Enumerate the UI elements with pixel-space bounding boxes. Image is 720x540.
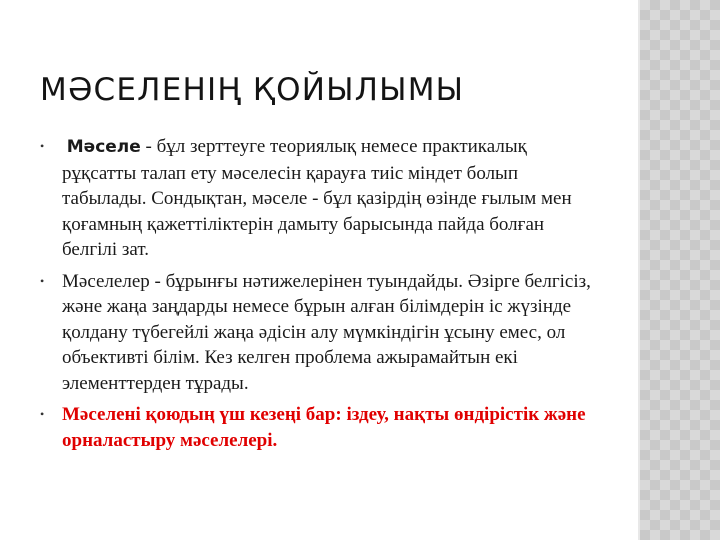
bullet-icon: • [40, 407, 45, 421]
bullet-text: - бұл зерттеуге теориялық немесе практикалық рұқсатты талап ету мәселесін қарауға тиіс міндет болып табылады. Сондықтан, мәселе - бұл қазірдің өзінде ғылым мен қоғамның қажеттіліктерін дамыту барысында пайда болған белгілі зат. [62, 136, 572, 260]
bullet-lead-term: Мәселе [66, 137, 141, 157]
bullet-icon: • [40, 273, 45, 288]
bullet-item-problem-origin [40, 269, 600, 397]
bullet-item-problem-definition [40, 134, 600, 263]
slide-title: МӘСЕЛЕНІҢ ҚОЙЫЛЫМЫ [40, 72, 465, 108]
bullet-icon: • [40, 139, 45, 153]
decorative-side-pattern [640, 0, 720, 540]
bullet-text: Мәселелер - бұрынғы нәтижелерінен туындайды. Әзірге белгісіз, және жаңа заңдарды немесе бұрын алған білімдерін іс жүзінде қолдану түбегейлі жаңа әдісін алу мүмкіндігін ұсыну емес, ол объективті білім. Кез келген проблема ажырамайтын екі элементтерден тұрады. [62, 270, 591, 394]
bullet-item-problem-stages [40, 402, 600, 453]
bullet-list [40, 134, 600, 459]
bullet-text-highlight: Мәселені қоюдың үш кезеңі бар: іздеу, нақты өндірістік және орналастыру мәселелері. [62, 404, 586, 451]
